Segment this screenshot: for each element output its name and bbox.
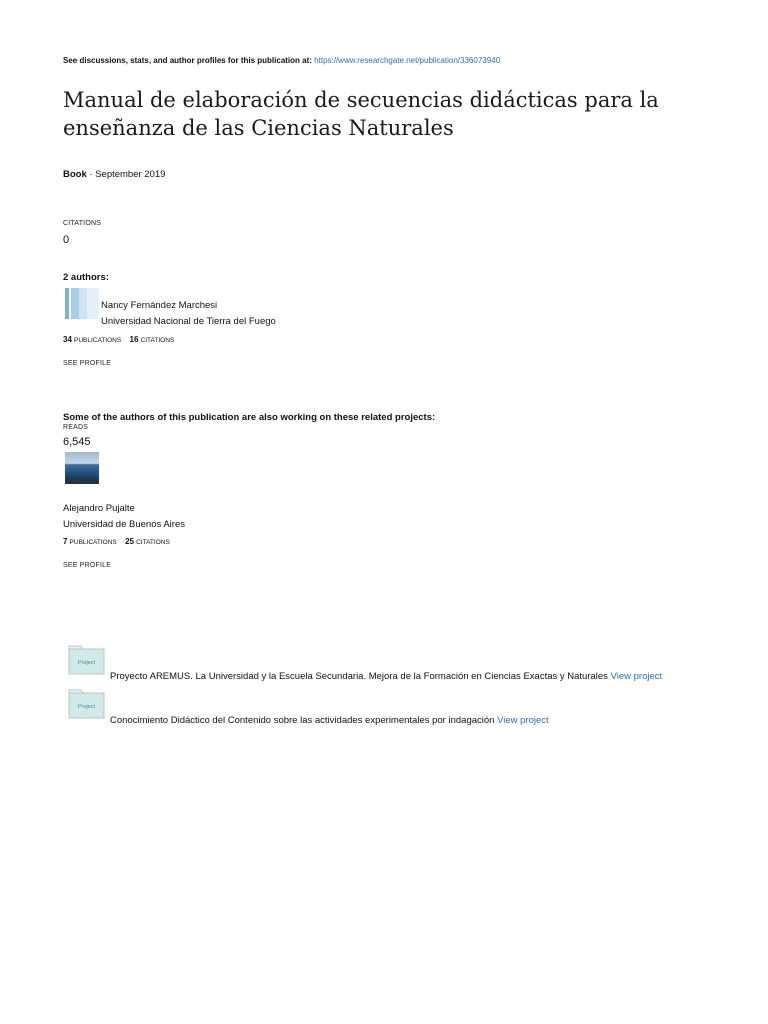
project-row [110, 715, 549, 726]
view-project-link[interactable]: View project [497, 715, 549, 726]
author-name-link[interactable]: Nancy Fernández Marchesi [101, 300, 218, 311]
author-stats [63, 335, 174, 344]
author-citations-count: 25 [125, 537, 134, 546]
publication-title: Manual de elaboración de secuencias didácticas para la enseñanza de las Ciencias Naturales [63, 88, 659, 140]
view-project-link[interactable]: View project [610, 671, 663, 682]
publication-url-link[interactable]: https://www.researchgate.net/publication/336073940 [314, 56, 501, 65]
author-citations-label: CITATIONS [136, 539, 170, 546]
author-affiliation: Universidad Nacional de Tierra del Fuego [101, 316, 276, 327]
authors-heading: 2 authors: [63, 272, 109, 283]
author-stats [63, 537, 170, 546]
see-profile-link[interactable]: SEE PROFILE [63, 360, 112, 367]
publication-type: Book [63, 169, 87, 180]
author-citations-label: CITATIONS [140, 337, 175, 344]
see-profile-link[interactable]: SEE PROFILE [63, 562, 112, 569]
related-projects-heading: Some of the authors of this publication are also working on these related projects: [63, 412, 436, 423]
project-icon-label: Project [77, 704, 96, 710]
publication-meta [63, 169, 165, 180]
project-name: Conocimiento Didáctico del Contenido sobre las actividades experimentales por indagación [110, 715, 495, 726]
publications-count: 34 [63, 335, 72, 344]
citations-value: 0 [63, 234, 70, 246]
author-name-link[interactable]: Alejandro Pujalte [63, 503, 135, 514]
citations-label: CITATIONS [63, 220, 102, 227]
author-affiliation: Universidad de Buenos Aires [63, 519, 185, 530]
publication-notice [63, 56, 500, 65]
project-folder-icon [68, 689, 105, 719]
publications-label: PUBLICATIONS [69, 539, 117, 546]
notice-text: See discussions, stats, and author profiles for this publication at: [63, 56, 312, 65]
reads-value: 6,545 [63, 436, 91, 448]
project-name: Proyecto AREMUS. La Universidad y la Escuela Secundaria. Mejora de la Formación en Ciencias Exactas y Naturales [110, 671, 608, 682]
publications-count: 7 [63, 537, 68, 546]
project-row [110, 671, 662, 682]
author-citations-count: 16 [129, 335, 139, 344]
publications-label: PUBLICATIONS [74, 337, 122, 344]
reads-label: READS [63, 424, 89, 431]
project-folder-icon [68, 645, 105, 675]
publication-date: · September 2019 [89, 169, 166, 180]
author-avatar[interactable] [65, 288, 99, 319]
project-icon-label: Project [77, 660, 96, 666]
author-avatar[interactable] [65, 452, 99, 484]
